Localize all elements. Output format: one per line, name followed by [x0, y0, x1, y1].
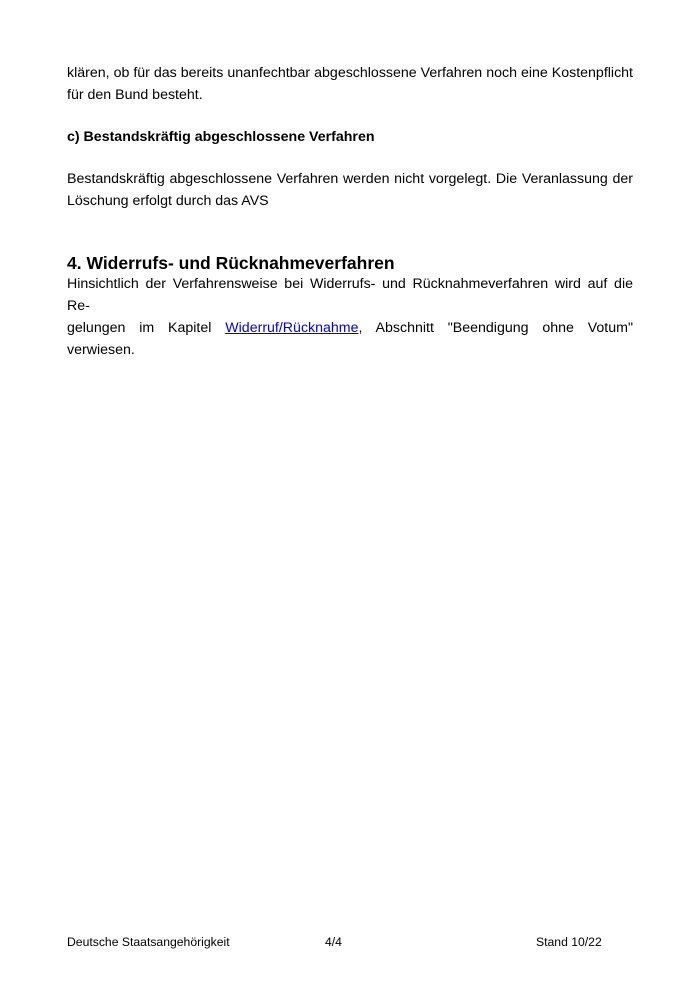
- paragraph-line: [67, 317, 633, 361]
- paragraph-line: Hinsichtlich der Verfahrensweise bei Widerrufs- und Rücknahmeverfahren wird auf die Re-: [67, 276, 633, 314]
- footer-document-title: Deutsche Staatsangehörigkeit: [67, 935, 230, 949]
- paragraph-cost-obligation: [67, 62, 633, 106]
- subheading-c: c) Bestandskräftig abgeschlossene Verfahren: [67, 129, 375, 145]
- paragraph-revocation: [67, 273, 633, 361]
- footer-page-number: 4/4: [325, 935, 342, 949]
- footer-revision-date: Stand 10/22: [536, 935, 602, 949]
- section-heading-4: 4. Widerrufs- und Rücknahmeverfahren: [67, 253, 395, 273]
- paragraph-final-proceedings: [67, 168, 633, 212]
- link-widerruf-ruecknahme[interactable]: Widerruf/Rücknahme: [225, 320, 359, 336]
- text-fragment: , Abschnitt "Beendigung ohne Votum" verwiesen.: [67, 320, 633, 358]
- text-fragment: gelungen im Kapitel: [67, 320, 226, 336]
- paragraph-line: klären, ob für das bereits unanfechtbar abgeschlossene Verfahren noch eine Kostenpflicht: [67, 65, 633, 81]
- page-footer: [0, 933, 700, 951]
- paragraph-line: Bestandskräftig abgeschlossene Verfahren werden nicht vorgelegt. Die Veranlassung der: [67, 171, 633, 187]
- paragraph-line: für den Bund besteht.: [67, 87, 203, 103]
- paragraph-line: Löschung erfolgt durch das AVS: [67, 193, 269, 209]
